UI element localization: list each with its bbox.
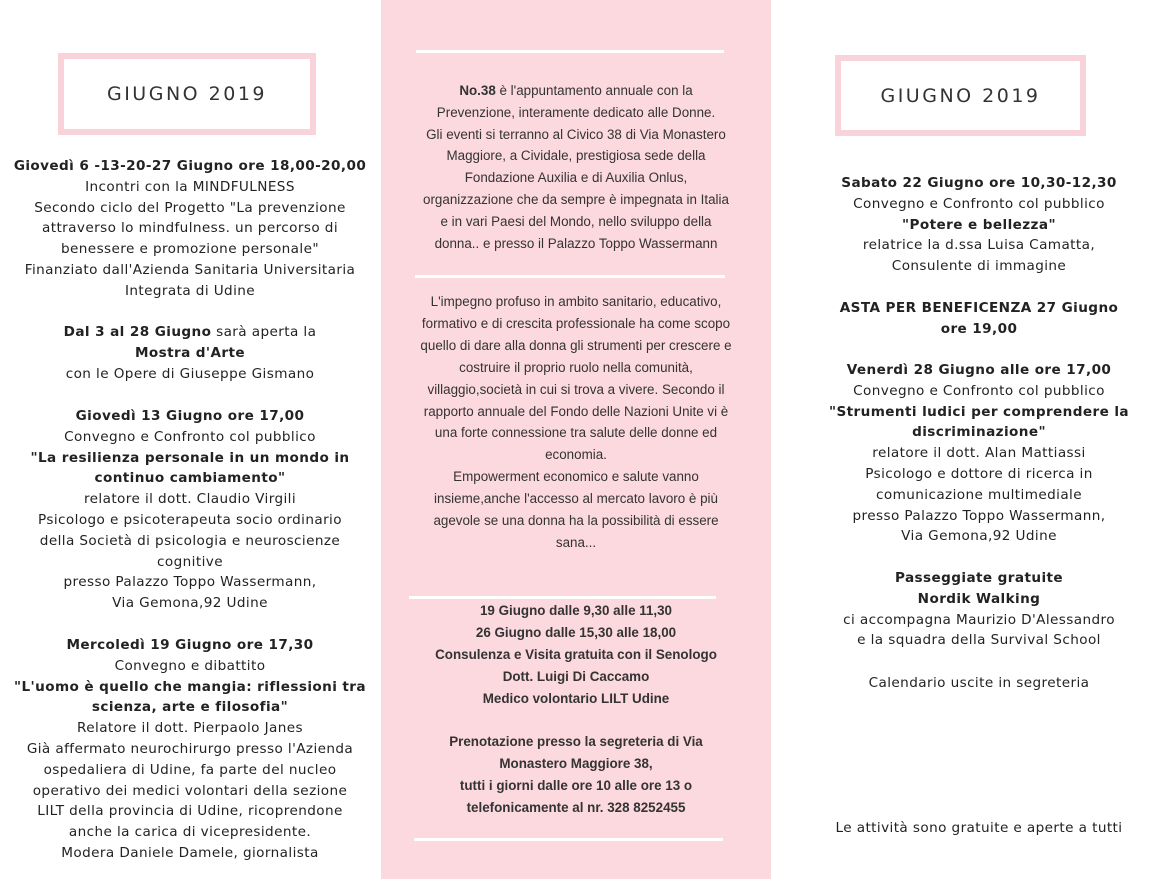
event-nutrition [0,635,380,864]
intro-paragraph [381,80,771,254]
event-line: attraverso lo mindfulness. un percorso di [41,220,338,237]
visit-line: Medico volontario LILT Udine [482,690,670,706]
event-date: Dal 3 al 28 Giugno [63,324,212,340]
right-column [771,0,1152,879]
divider [414,838,723,841]
event-mindfulness [0,156,380,302]
paragraph-line: formativo e di crescita professionale ha come scopo [421,315,731,331]
event-title: "Strumenti ludici per comprendere la [828,403,1129,420]
paragraph-line: organizzazione che da sempre è impegnata in Italia [423,191,729,207]
left-month-title: GIUGNO 2019 [58,53,316,135]
event-line: Modera Daniele Damele, giornalista [61,844,319,861]
event-title: Passeggiate gratuite [894,570,1064,586]
event-power-beauty [806,173,1152,277]
divider [415,275,725,278]
visit-line: Dott. Luigi Di Caccamo [502,668,650,684]
event-line: Via Gemona,92 Udine [901,528,1057,545]
paragraph-line: donna.. e presso il Palazzo Toppo Wassermann [434,235,718,251]
event-line: ci accompagna Maurizio D'Alessandro [843,611,1115,628]
paragraph-text: è l'appuntamento annuale con la [495,83,693,98]
event-line [0,322,380,343]
event-line: Finanziato dall'Azienda Sanitaria Universitaria [24,261,356,278]
event-text: sarà aperta la [211,324,317,340]
event-title: discriminazione" [912,424,1046,441]
paragraph-line: agevole se una donna ha la possibilità di essere [433,513,719,529]
event-line: relatore il dott. Claudio Virgili [83,491,297,508]
booking-line: telefonicamente al nr. 328 8252455 [466,799,686,815]
event-line: Già affermato neurochirurgo presso l'Azienda [26,740,354,757]
event-line: Relatore il dott. Pierpaolo Janes [77,720,303,737]
event-title: Mostra d'Arte [134,344,246,361]
booking-line: Monastero Maggiore 38, [499,755,653,771]
visit-line: 26 Giugno dalle 15,30 alle 18,00 [475,624,677,640]
paragraph-line: una forte connessione tra salute delle donne ed [434,425,718,441]
paragraph-line: economia. [545,447,607,463]
event-title: Nordik Walking [917,590,1041,607]
event-title: "L'uomo è quello che mangia: riflessioni tra [14,678,366,695]
event-art-exhibition [0,322,380,384]
paragraph-line: quello di dare alla donna gli strumenti per crescere e [420,337,732,353]
paragraph-line: Maggiore, a Cividale, prestigiosa sede della [446,148,706,164]
event-line: benessere e promozione personale" [61,241,319,258]
event-line: anche la carica di vicepresidente. [68,824,312,841]
event-heading: Giovedì 13 Giugno ore 17,00 [75,408,305,424]
divider [416,50,724,53]
senology-visit [381,600,771,710]
event-line: Convegno e Confronto col pubblico [853,195,1105,212]
event-line: Convegno e Confronto col pubblico [64,428,316,445]
paragraph-line: Prevenzione, interamente dedicato alle Donne. [436,104,716,120]
event-title: "La resilienza personale in un mondo in [30,449,350,466]
event-nordic-walking [806,568,1152,651]
paragraph-line: villaggio,società in cui si trova a vivere. Secondo il [427,381,725,397]
event-heading: Venerdì 28 Giugno alle ore 17,00 [846,362,1112,378]
event-line: relatrice la d.ssa Luisa Camatta, [862,237,1096,254]
event-heading: Sabato 22 Giugno ore 10,30-12,30 [841,175,1117,191]
booking-info [381,731,771,819]
event-title: continuo cambiamento" [94,470,286,487]
event-title: "Potere e bellezza" [902,216,1056,233]
event-line: Integrata di Udine [124,282,256,299]
event-line: presso Palazzo Toppo Wassermann, [852,507,1106,524]
booking-line: tutti i giorni dalle ore 10 alle ore 13 o [459,777,693,793]
right-month-title: GIUGNO 2019 [835,55,1086,136]
paragraph-line: L'impegno profuso in ambito sanitario, educativo, [430,294,722,309]
event-line: Incontri con la MINDFULNESS [85,178,295,195]
event-line: Convegno e dibattito [114,657,266,674]
paragraph-line [381,80,771,102]
event-title: ore 19,00 [940,320,1018,337]
event-line: e la squadra della Survival School [857,632,1101,649]
event-line: cognitive [157,553,223,570]
paragraph-line: sana... [555,534,597,550]
left-column [0,0,380,879]
event-line: Psicologo e dottore di ricerca in [865,465,1093,482]
event-line: Psicologo e psicoterapeuta socio ordinario [38,511,342,528]
divider [409,596,716,599]
event-line: della Società di psicologia e neuroscienze [39,532,341,549]
event-line: comunicazione multimediale [876,486,1082,503]
event-heading: Giovedì 6 -13-20-27 Giugno ore 18,00-20,00 [13,158,367,174]
event-line: relatore il dott. Alan Mattiassi [872,445,1086,462]
event-line: Secondo ciclo del Progetto "La prevenzione [34,199,346,216]
event-resilience [0,406,380,614]
paragraph-line: Empowerment economico e salute vanno [453,469,699,485]
paragraph-line: e in vari Paesi del Mondo, nello sviluppo della [440,213,712,229]
middle-column [381,0,771,879]
event-line: ospedaliera di Udine, fa parte del nucleo [43,761,337,778]
booking-line: Prenotazione presso la segreteria di Via [449,734,703,749]
event-charity-auction [806,298,1152,340]
visit-line: 19 Giugno dalle 9,30 alle 11,30 [479,603,673,618]
footer-note: Le attività sono gratuite e aperte a tutti [835,820,1123,836]
event-line: operativo dei medici volontari della sezione [32,782,348,799]
event-heading: Mercoledì 19 Giugno ore 17,30 [66,637,314,653]
event-line: Consulente di immagine [891,258,1067,275]
event-title: scienza, arte e filosofia" [91,699,289,716]
paragraph-line: insieme,anche l'accesso al mercato lavoro è più [434,491,718,507]
paragraph-line: costruire il proprio ruolo nella comunità, [459,359,693,375]
paragraph-line: Fondazione Auxilia e di Auxilia Onlus, [464,170,688,186]
mission-paragraph [381,291,771,554]
event-line: Via Gemona,92 Udine [112,595,268,612]
calendar-note: Calendario uscite in segreteria [868,675,1090,691]
event-line: LILT della provincia di Udine, ricoprendone [37,803,343,820]
event-line: Convegno e Confronto col pubblico [853,382,1105,399]
visit-line: Consulenza e Visita gratuita con il Senologo [435,646,717,662]
paragraph-line: rapporto annuale del Fondo delle Nazioni Unite vi è [423,403,729,419]
event-title: ASTA PER BENEFICENZA 27 Giugno [839,300,1119,316]
event-line: presso Palazzo Toppo Wassermann, [63,574,317,591]
event-number: No.38 [459,83,496,98]
event-discrimination [806,360,1152,547]
paragraph-line: Gli eventi si terranno al Civico 38 di Via Monastero [426,126,726,142]
event-line: con le Opere di Giuseppe Gismano [65,365,315,382]
